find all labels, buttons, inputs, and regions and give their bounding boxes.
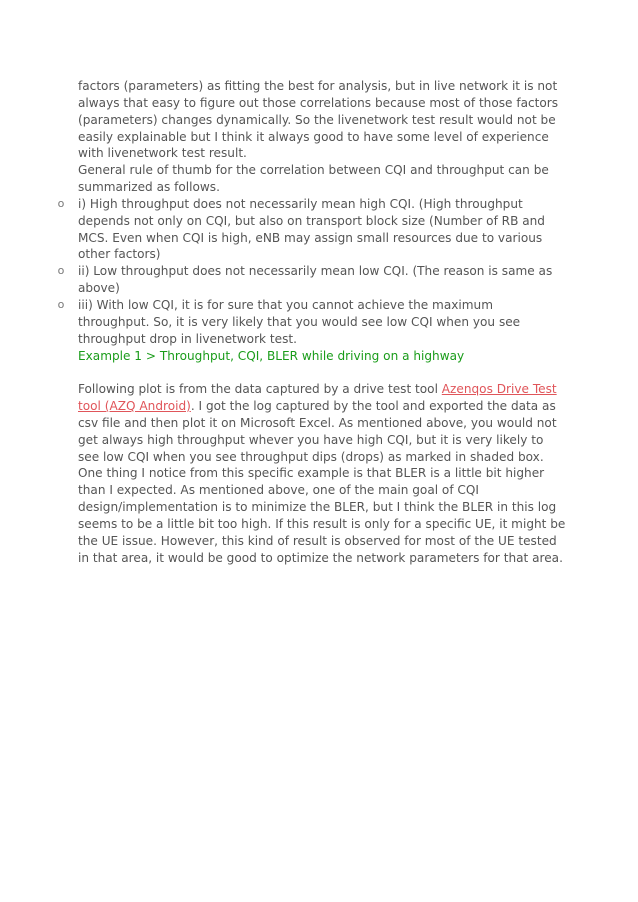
- bullet-text: iii) With low CQI, it is for sure that you cannot achieve the maximum throughput. So, it is very likely that you would see low CQI when you see throughput drop in livenetwork test.: [78, 297, 521, 346]
- bullet-circle-icon: o: [57, 264, 65, 278]
- list-item: [57, 263, 566, 297]
- rule-intro-paragraph: General rule of thumb for the correlation between CQI and throughput can be summarized as follows.: [78, 163, 549, 195]
- example-heading: Example 1 > Throughput, CQI, BLER while driving on a highway: [78, 348, 465, 363]
- document-body: [57, 78, 566, 566]
- bullet-text: ii) Low throughput does not necessarily mean low CQI. (The reason is same as above): [78, 264, 553, 296]
- plot-text-after-link: . I got the log captured by the tool and exported the data as csv file and then plot it on Microsoft Excel. As mentioned above, you would not get always high throughput whever you have high CQI, but it is very likely to see low CQI when you see throughput dips (drops) as marked in shaded box.: [78, 399, 557, 464]
- bullet-list: [57, 196, 566, 348]
- bullet-text: i) High throughput does not necessarily mean high CQI. (High throughput depends not only on CQI, but also on transport block size (Number of RB and MCS. Even when CQI is high, eNB may assign small resources due to various other factors): [78, 196, 545, 262]
- list-item: [57, 297, 566, 348]
- plot-paragraph: [78, 381, 566, 465]
- azenqos-tool-link[interactable]: Azenqos Drive Test tool (AZQ Android): [78, 382, 557, 414]
- spacer: [78, 364, 566, 381]
- plot-text-before-link: Following plot is from the data captured by a drive test tool: [78, 382, 442, 397]
- intro-paragraph: factors (parameters) as fitting the best for analysis, but in live network it is not always that easy to figure out those correlations because most of those factors (parameters) changes dynamically. So the livenetwork test result would not be easily explainable but I think it always good to have some level of experience with livenetwork test result.: [78, 79, 559, 161]
- bler-paragraph: One thing I notice from this specific example is that BLER is a little bit higher than I expected. As mentioned above, one of the main goal of CQI design/implementation is to minimize the BLER, but I think the BLER in this log seems to be a little bit too high. If this result is only for a specific UE, it might be the UE issue. However, this kind of result is observed for most of the UE tested in that area, it would be good to optimize the network parameters for that area.: [78, 466, 566, 565]
- bullet-circle-icon: o: [57, 196, 65, 210]
- list-item: [57, 196, 566, 263]
- bullet-circle-icon: o: [57, 297, 65, 311]
